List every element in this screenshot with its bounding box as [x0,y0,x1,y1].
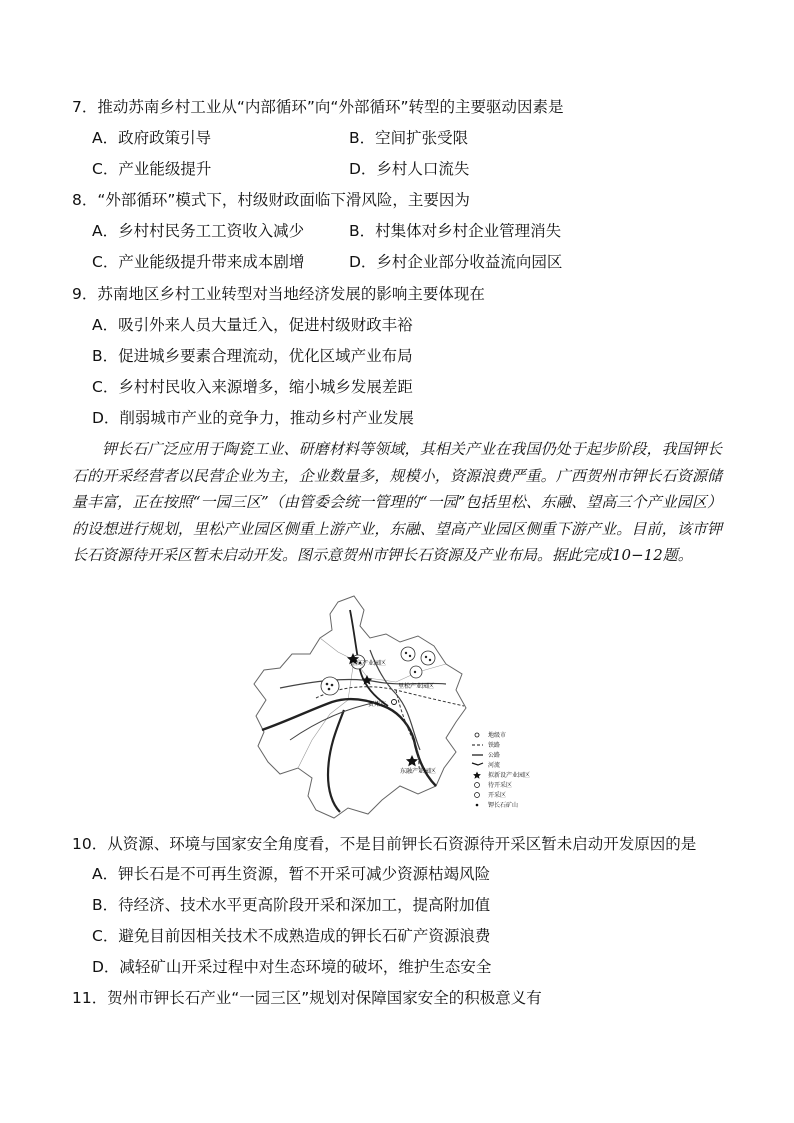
legend-item-mine: 钾长石矿山 [488,802,519,809]
question-10-stem: 10．从资源、环境与国家安全角度看，不是目前钾长石资源待开采区暂未启动开发原因的是 [72,835,697,853]
question-11-stem: 11．贺州市钾长石产业“一园三区”规划对保障国家安全的积极意义有 [72,989,542,1007]
question-9-option-b: B．促进城乡要素合理流动，优化区域产业布局 [92,347,413,365]
question-9-option-c: C．乡村村民收入来源增多，缩小城乡发展差距 [92,378,413,396]
legend-item-mining-area: 开采区 [488,792,507,799]
legend-item-railway: 铁路 [488,742,501,749]
question-7-option-b: B．空间扩张受限 [349,129,469,147]
question-9-stem: 9．苏南地区乡村工业转型对当地经济发展的影响主要体现在 [72,285,485,303]
question-10-option-a: A．钾长石是不可再生资源，暂不开采可减少资源枯竭风险 [92,865,491,883]
reading-passage: 钾长石广泛应用于陶瓷工业、研磨材料等领域，其相关产业在我国仍处于起步阶段，我国钾长石的开采经营者以民营企业为主，企业数量多，规模小，资源浪费严重。广西贺州市钾长石资源储量丰富，正在按照“一园三区”（由管委会统一管理的“一园”包括里松、东融、望高三个产业园区）的设想进行规划，里松产业园区侧重上游产业，东融、望高产业园区侧重下游产业。目前，该市钾长石资源待开采区暂未启动开发。图示意贺州市钾长石资源及产业布局。据此完成10−12题。 [72,440,722,564]
question-7-option-a: A．政府政策引导 [92,129,212,147]
legend-mine-icon [476,804,479,807]
question-10-option-c: C．避免目前因相关技术不成熟造成的钾长石矿产资源浪费 [92,927,491,945]
question-7-option-d: D．乡村人口流失 [349,160,470,178]
label-hezhou: 贺州市 [368,701,387,708]
label-wanggao: 望高产业园区 [350,660,387,667]
legend-item-new-park: 拟新设产业园区 [488,772,531,779]
legend-item-pending-area: 待开采区 [488,782,513,789]
map-legend [472,731,530,809]
question-7-stem: 7．推动苏南乡村工业从“内部循环”向“外部循环”转型的主要驱动因素是 [72,98,564,116]
question-8-option-c: C．产业能级提升带来成本剧增 [92,253,305,271]
hezhou-potash-feldspar-map [250,590,550,822]
label-dongrong: 东融产业园区 [400,768,437,775]
question-10-option-d: D．减轻矿山开采过程中对生态环境的破坏，维护生态安全 [92,958,492,976]
question-9-option-d: D．削弱城市产业的竞争力，推动乡村产业发展 [92,409,414,427]
question-8-option-d: D．乡村企业部分收益流向园区 [349,253,563,271]
legend-city-icon [475,733,479,737]
legend-pending-area-icon [475,783,480,788]
legend-item-road: 公路 [488,752,501,759]
legend-mining-area-icon [475,793,480,798]
legend-item-city: 地级市 [488,732,507,739]
question-9-option-a: A．吸引外来人员大量迁入，促进村级财政丰裕 [92,316,413,334]
question-7-option-c: C．产业能级提升 [92,160,212,178]
question-8-option-a: A．乡村村民务工工资收入减少 [92,222,305,240]
question-8-option-b: B．村集体对乡村企业管理消失 [349,222,562,240]
legend-park-star-icon [473,772,481,779]
label-lisong: 里松产业园区 [398,683,435,690]
question-10-option-b: B．待经济、技术水平更高阶段开采和深加工，提高附加值 [92,896,491,914]
legend-item-river: 河流 [488,762,501,769]
question-8-stem: 8．“外部循环”模式下，村级财政面临下滑风险，主要因为 [72,191,470,209]
hezhou-city-marker [392,700,397,705]
legend-river-icon [472,763,483,765]
